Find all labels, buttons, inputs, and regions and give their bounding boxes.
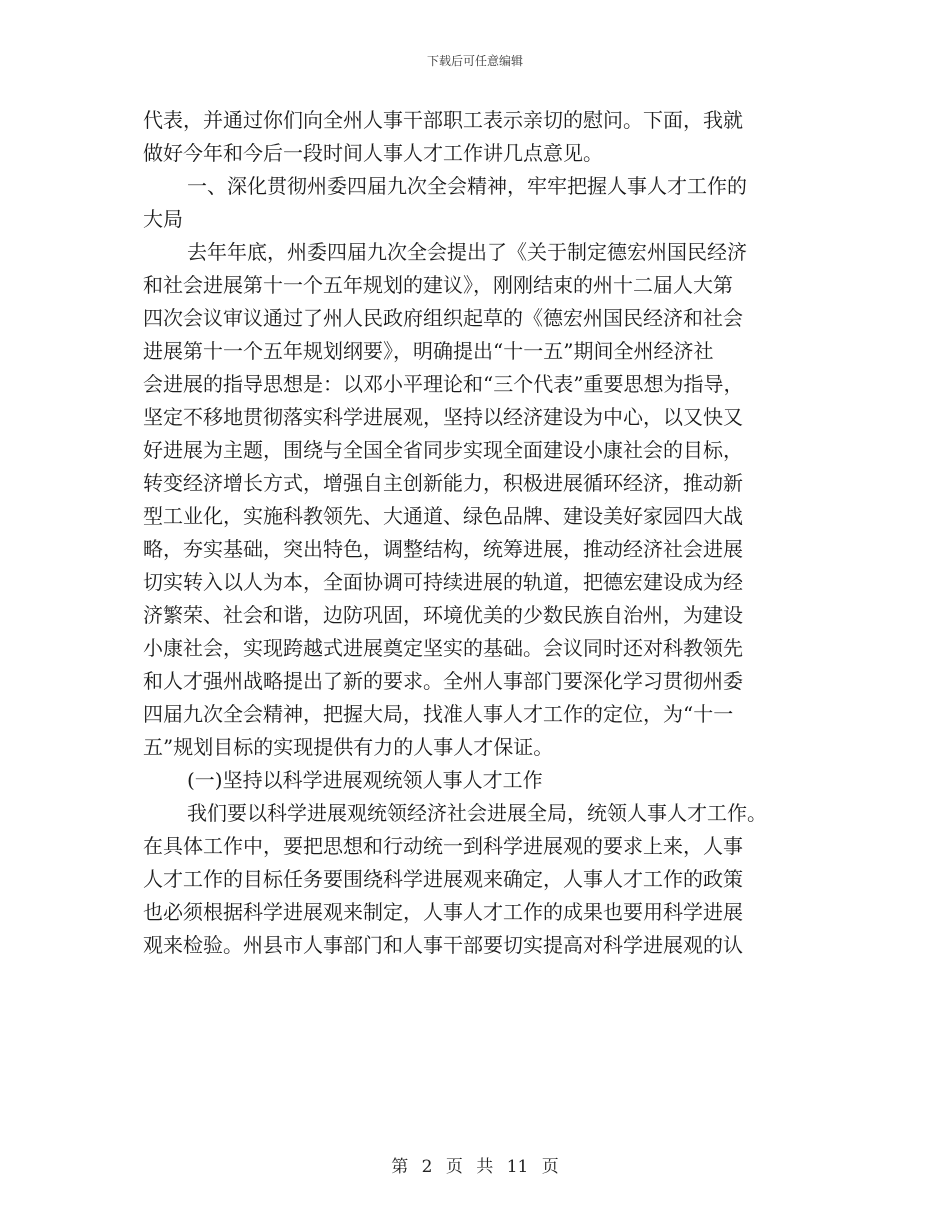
text-line: 我们要以科学进展观统领经济社会进展全局，统领人事人才工作。 [187, 801, 767, 825]
text-line: 四次会议审议通过了州人民政府组织起草的《德宏州国民经济和社会 [143, 306, 743, 330]
total-label: 共 [476, 1157, 494, 1177]
text-line: 也必须根据科学进展观来制定，人事人才工作的成果也要用科学进展 [143, 900, 743, 924]
text-line: 小康社会，实现跨越式进展奠定坚实的基础。会议同时还对科教领先 [143, 636, 743, 660]
text-line: 好进展为主题，围绕与全国全省同步实现全面建设小康社会的目标， [143, 438, 743, 462]
header-note: 下载后可任意编辑 [426, 54, 523, 68]
page-total: 11 [506, 1157, 529, 1177]
text-line: 一、深化贯彻州委四届九次全会精神，牢牢把握人事人才工作的 [187, 174, 747, 198]
text-line: 人才工作的目标任务要围绕科学进展观来确定，人事人才工作的政策 [143, 867, 743, 891]
text-line: 型工业化，实施科教领先、大通道、绿色品牌、建设美好家园四大战 [143, 504, 743, 528]
text-line: 代表，并通过你们向全州人事干部职工表示亲切的慰问。下面，我就 [143, 108, 743, 132]
text-line: 和社会进展第十一个五年规划的建议》，刚刚结束的州十二届人大第 [143, 273, 733, 297]
text-line: 观来检验。州县市人事部门和人事干部要切实提高对科学进展观的认 [143, 933, 743, 957]
text-line: 五”规划目标的实现提供有力的人事人才保证。 [143, 735, 554, 759]
text-line: 去年年底，州委四届九次全会提出了《关于制定德宏州国民经济 [187, 240, 747, 264]
page-footer [0, 1152, 950, 1177]
text-line: 略，夯实基础，突出特色，调整结构，统筹进展，推动经济社会进展 [143, 537, 743, 561]
total-unit: 页 [541, 1157, 559, 1177]
text-line: 进展第十一个五年规划纲要》，明确提出“十一五”期间全州经济社 [143, 339, 714, 363]
text-line: 大局 [143, 207, 183, 231]
text-line: 做好今年和今后一段时间人事人才工作讲几点意见。 [143, 141, 603, 165]
text-line: 会进展的指导思想是：以邓小平理论和“三个代表”重要思想为指导， [143, 372, 744, 396]
text-line: 济繁荣、社会和谐，边防巩固，环境优美的少数民族自治州，为建设 [143, 603, 743, 627]
text-line: 坚定不移地贯彻落实科学进展观，坚持以经济建设为中心，以又快又 [143, 405, 743, 429]
text-line: 四届九次全会精神，把握大局，找准人事人才工作的定位，为“十一 [143, 702, 734, 726]
page-label: 第 [391, 1157, 409, 1177]
text-line: 和人才强州战略提出了新的要求。全州人事部门要深化学习贯彻州委 [143, 669, 743, 693]
document-body [143, 104, 811, 962]
text-line: 切实转入以人为本，全面协调可持续进展的轨道，把德宏建设成为经 [143, 570, 743, 594]
text-line: 转变经济增长方式，增强自主创新能力，积极进展循环经济，推动新 [143, 471, 743, 495]
text-line: (一)坚持以科学进展观统领人事人才工作 [187, 768, 543, 792]
page-current: 2 [421, 1157, 433, 1177]
text-line: 在具体工作中，要把思想和行动统一到科学进展观的要求上来，人事 [143, 834, 743, 858]
page-unit: 页 [445, 1157, 463, 1177]
